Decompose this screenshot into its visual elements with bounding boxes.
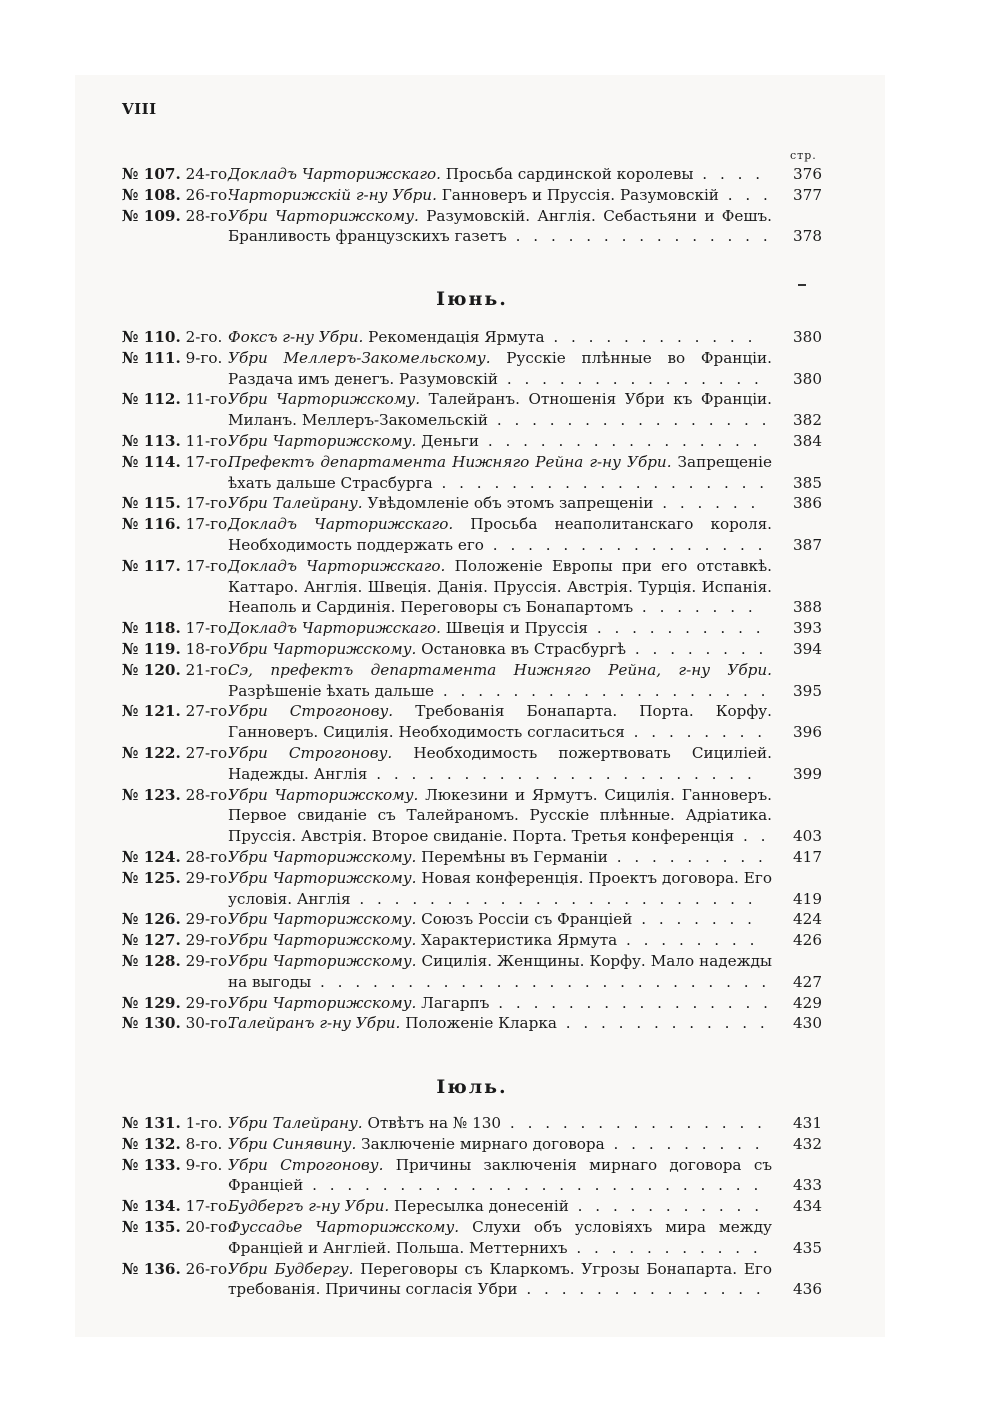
toc-entry: [122, 164, 822, 185]
entry-number: № 128.: [122, 951, 181, 970]
toc-entry: [122, 1155, 822, 1197]
entry-head: [122, 743, 232, 764]
leader-dots: . . . . . . .: [632, 910, 756, 929]
entry-page: 380: [793, 369, 822, 388]
entry-subject: Слухи объ условіяхъ мира между Франціей и Англіей. Польша. Меттернихъ: [228, 1217, 772, 1257]
entry-subject: Увѣдомленіе объ этомъ запрещеніи: [362, 494, 654, 513]
entry-subject: Положеніе Кларка: [400, 1014, 557, 1033]
entry-head: [122, 847, 232, 868]
entry-number: № 131.: [122, 1114, 181, 1132]
entry-head: [122, 493, 232, 514]
toc-entry: [122, 1134, 822, 1155]
entry-subject: Разумовскій. Англія. Себастьяни и Фешъ. Бранливость французскихъ газетъ: [228, 206, 773, 246]
entry-head: [122, 1155, 222, 1176]
entry-head: [122, 909, 232, 930]
entry-description: [228, 1259, 772, 1301]
entry-number: № 132.: [122, 1134, 181, 1153]
toc-entry: [122, 389, 822, 431]
section-june: [122, 327, 822, 1034]
entry-number: № 109.: [122, 206, 181, 225]
entry-description: [228, 556, 772, 618]
entry-subject: Запрещеніе ѣхать дальше Страсбурга: [228, 452, 772, 492]
entry-date: 26-го.: [185, 185, 233, 204]
section-july: [122, 1113, 822, 1300]
entry-description: [228, 701, 772, 743]
entry-page: 378: [793, 227, 822, 246]
entry-date: 28-го.: [185, 785, 233, 804]
entry-correspondent: Убри Синявину.: [228, 1134, 357, 1153]
entry-subject: Переговоры съ Кларкомъ. Угрозы Бонапарта. Его требованія. Причины согласія Убри: [228, 1259, 773, 1299]
leader-dots: . . . . . . . . . . . . . . . . . . .: [432, 473, 769, 492]
entry-subject: Просьба неаполитанскаго короля. Необходимость поддержать его: [228, 515, 773, 554]
margin-mark: [798, 284, 806, 286]
entry-description: [228, 185, 772, 206]
entry-date: 9-го.: [185, 348, 223, 367]
entry-head: [122, 1217, 232, 1238]
entry-number: № 120.: [122, 660, 181, 679]
entry-page: 376: [793, 165, 822, 183]
entry-correspondent: Убри Чарторижскому.: [228, 431, 417, 450]
entry-page: 386: [793, 494, 822, 513]
entry-correspondent: Убри Меллеръ-Закомельскому.: [228, 348, 491, 367]
entry-number: № 129.: [122, 993, 181, 1012]
entry-correspondent: Докладъ Чарторижскаго.: [228, 165, 441, 183]
entry-page: 394: [793, 639, 822, 658]
entry-description: [228, 1113, 772, 1134]
entry-description: [228, 431, 772, 452]
entry-head: [122, 639, 232, 660]
entry-correspondent: Убри Чарторижскому.: [228, 868, 417, 887]
entry-date: 29-го.: [185, 993, 233, 1012]
entry-description: [228, 660, 772, 702]
entry-correspondent: Убри Чарторижскому.: [228, 785, 419, 804]
entry-page: 387: [793, 535, 822, 554]
entry-description: [228, 743, 772, 785]
entry-subject: Причины заключенія мирнаго договора съ Франціей: [228, 1155, 772, 1195]
toc-entry: [122, 639, 822, 660]
entry-date: 30-го.: [185, 1014, 233, 1033]
entry-page: 388: [793, 598, 822, 617]
entry-subject: Необходимость пожертвовать Сициліей. Надежды. Англія: [228, 743, 772, 783]
entry-number: № 115.: [122, 494, 181, 513]
entry-head: [122, 785, 232, 806]
entry-date: 11-го.: [185, 431, 233, 450]
entry-number: № 121.: [122, 702, 181, 721]
toc-entry: [122, 618, 822, 639]
entry-number: № 117.: [122, 556, 181, 575]
entry-number: № 112.: [122, 390, 181, 409]
entry-date: 26-го.: [185, 1259, 233, 1278]
toc-entry: [122, 868, 822, 910]
toc-entry: [122, 1259, 822, 1301]
entry-head: [122, 556, 232, 577]
entry-page: 382: [793, 411, 822, 430]
entry-subject: Лагарпъ: [416, 993, 490, 1012]
entry-number: № 119.: [122, 639, 181, 658]
entry-date: 8-го.: [185, 1134, 223, 1153]
entry-number: № 118.: [122, 619, 181, 638]
leader-dots: . . . . . . . . . . . . . . . . . . . . . . .: [350, 889, 757, 908]
entry-head: [122, 993, 232, 1014]
entry-head: [122, 618, 232, 639]
entry-date: 17-го.: [185, 494, 233, 513]
toc-entry: [122, 1113, 822, 1134]
entry-date: 17-го.: [185, 619, 233, 638]
entry-description: [228, 164, 772, 185]
leader-dots: . . . . . . . . . . . . . .: [517, 1280, 765, 1299]
toc-entry: [122, 206, 822, 248]
leader-dots: . . . . . . . .: [624, 723, 767, 742]
entry-page: 432: [793, 1134, 822, 1153]
entry-correspondent: Докладъ Чарторижскаго.: [228, 515, 454, 534]
leader-dots: . . . .: [693, 165, 765, 183]
entry-correspondent: Убри Чарторижскому.: [228, 931, 417, 950]
leader-dots: . . . . . . . . .: [604, 1134, 764, 1153]
leader-dots: . . . . . . . . . . . . . . . . . . . . . . . . . .: [303, 1176, 763, 1195]
leader-dots: . . . . . . . . . . . . . . .: [498, 369, 763, 388]
entry-date: 17-го.: [185, 452, 233, 471]
toc-entry: [122, 847, 822, 868]
entry-page: 427: [793, 972, 822, 991]
entry-subject: Талейранъ. Отношенія Убри къ Франціи. Миланъ. Меллеръ-Закомельскій: [228, 390, 772, 430]
toc-entry: [122, 431, 822, 452]
entry-correspondent: Убри Чарторижскому.: [228, 847, 417, 866]
toc-entry: [122, 556, 822, 618]
entry-head: [122, 185, 232, 206]
entry-head: [122, 868, 232, 889]
entry-page: 433: [793, 1176, 822, 1195]
entry-correspondent: Убри Чарторижскому.: [228, 390, 421, 409]
entry-correspondent: Убри Чарторижскому.: [228, 206, 419, 225]
toc-entry: [122, 951, 822, 993]
entry-date: 11-го.: [185, 390, 233, 409]
entry-description: [228, 514, 772, 556]
entry-number: № 136.: [122, 1259, 181, 1278]
entry-page: 385: [793, 473, 822, 492]
entry-description: [228, 785, 772, 847]
entry-number: № 111.: [122, 348, 181, 367]
toc-entry: [122, 701, 822, 743]
entry-subject: Заключеніе мирнаго договора: [356, 1134, 605, 1153]
entry-description: [228, 868, 772, 910]
entry-correspondent: Убри Чарторижскому.: [228, 910, 417, 929]
entry-page: 384: [793, 431, 822, 450]
leader-dots: . . . . . . . . .: [607, 847, 767, 866]
leader-dots: . . . . . . . .: [617, 931, 759, 950]
entry-correspondent: Докладъ Чарторижскаго.: [228, 619, 441, 638]
entry-head: [122, 1113, 222, 1134]
entry-correspondent: Убри Талейрану.: [228, 1114, 363, 1132]
toc-entry: [122, 1217, 822, 1259]
entry-correspondent: Убри Чарторижскому.: [228, 951, 417, 970]
leader-dots: . . . . . . . . . . .: [568, 1197, 764, 1216]
page-number: VIII: [122, 100, 157, 118]
entry-page: 426: [793, 931, 822, 950]
entry-page: 380: [793, 328, 822, 346]
leader-dots: . . . . . . . . . . . . . . .: [501, 1114, 766, 1132]
entry-description: [228, 1134, 772, 1155]
entry-description: [228, 909, 772, 930]
entry-date: 17-го.: [185, 515, 233, 534]
entry-number: № 127.: [122, 931, 181, 950]
entry-date: 17-го.: [185, 556, 233, 575]
entry-subject: Требованія Бонапарта. Порта. Корфу. Ганноверъ. Сицилія. Необходимость согласиться: [228, 702, 772, 742]
entry-description: [228, 493, 772, 514]
leader-dots: . . . . . . . . . . . . . . . .: [489, 993, 772, 1012]
entry-head: [122, 206, 232, 227]
entry-page: 436: [793, 1280, 822, 1299]
entry-number: № 107.: [122, 165, 181, 183]
entry-date: 1-го.: [185, 1114, 223, 1132]
toc-entry: [122, 348, 822, 390]
entry-head: [122, 431, 232, 452]
entry-correspondent: Фуссадье Чарторижскому.: [228, 1217, 460, 1236]
entry-correspondent: Убри Талейрану.: [228, 494, 363, 513]
entry-subject: Новая конференція. Проектъ договора. Его условія. Англія: [228, 868, 772, 908]
entry-page: 435: [793, 1238, 822, 1257]
leader-dots: . . . . . . . . . . . . . . . .: [483, 535, 767, 554]
entry-date: 18-го.: [185, 639, 233, 658]
entry-description: [228, 951, 772, 993]
leader-dots: . . . . . . . . . . . . . . . . . . .: [434, 681, 770, 700]
entry-page: 377: [793, 185, 822, 204]
toc-entry: [122, 185, 822, 206]
entry-date: 17-го.: [185, 1197, 233, 1216]
toc-entry: [122, 1196, 822, 1217]
entry-date: 9-го.: [185, 1155, 223, 1174]
toc-entry: [122, 660, 822, 702]
leader-dots: . . . . . . . . . . . . . . . .: [488, 411, 771, 430]
entry-page: 429: [793, 993, 822, 1012]
entry-description: [228, 348, 772, 390]
toc-entry: [122, 493, 822, 514]
entry-subject: Перемѣны въ Германіи: [416, 847, 608, 866]
entry-page: 399: [793, 764, 822, 783]
entry-page: 434: [793, 1197, 822, 1216]
entry-page: 395: [793, 681, 822, 700]
entry-head: [122, 1013, 232, 1034]
entry-head: [122, 514, 232, 535]
entry-correspondent: Префектъ департамента Нижняго Рейна г-ну Убри.: [228, 452, 672, 471]
toc-entry: [122, 930, 822, 951]
entry-number: № 123.: [122, 785, 181, 804]
entry-subject: Положеніе Европы при его отставкѣ. Каттаро. Англія. Швеція. Данія. Пруссія. Австрія. Турція. Испанія. Неаполь и Сардинія. Переговоры съ Бонапартомъ: [228, 556, 772, 617]
entry-date: 29-го.: [185, 868, 233, 887]
entry-subject: Союзъ Россіи съ Франціей: [416, 910, 633, 929]
entry-subject: Просьба сардинской королевы: [440, 165, 694, 183]
entry-number: № 130.: [122, 1014, 181, 1033]
leader-dots: . . . . . .: [653, 494, 760, 513]
leader-dots: . . . . . . . . . . . .: [556, 1014, 769, 1033]
entry-page: 419: [793, 889, 822, 908]
entry-description: [228, 930, 772, 951]
toc-entry: [122, 452, 822, 494]
entry-page: 403: [793, 827, 822, 846]
leader-dots: . .: [734, 827, 770, 846]
entry-head: [122, 1259, 232, 1280]
entry-description: [228, 993, 772, 1014]
entry-correspondent: Убри Строгонову.: [228, 702, 394, 721]
entry-correspondent: Убри Чарторижскому.: [228, 993, 417, 1012]
entry-subject: Отвѣтъ на № 130: [362, 1114, 502, 1132]
entry-number: № 114.: [122, 452, 181, 471]
entry-page: 430: [793, 1014, 822, 1033]
leader-dots: . . . . . . . . . . . .: [544, 328, 757, 346]
entry-subject: Рекомендація Ярмута: [363, 328, 545, 346]
entry-date: 29-го.: [185, 910, 233, 929]
entry-description: [228, 1217, 772, 1259]
toc-entry: [122, 993, 822, 1014]
entry-number: № 135.: [122, 1217, 181, 1236]
entry-subject: Пересылка донесеній: [389, 1197, 569, 1216]
section-heading-june: Іюнь.: [436, 288, 508, 310]
entry-correspondent: Докладъ Чарторижскаго.: [228, 556, 446, 575]
entry-date: 2-го.: [185, 328, 223, 346]
entry-head: [122, 951, 232, 972]
entry-subject: Характеристика Ярмута: [416, 931, 618, 950]
entry-description: [228, 847, 772, 868]
toc-entry: [122, 785, 822, 847]
entry-page: 417: [793, 847, 822, 866]
entry-correspondent: Убри Строгонову.: [228, 743, 393, 762]
entry-number: № 124.: [122, 847, 181, 866]
entry-date: 24-го.: [185, 165, 233, 183]
leader-dots: . . . . . . . . . . . . . . . .: [479, 431, 762, 450]
entry-subject: Ганноверъ и Пруссія. Разумовскій: [436, 185, 719, 204]
leader-dots: . . . . . . . . . . . . . . . . . . . . . .: [367, 764, 756, 783]
entry-number: № 122.: [122, 743, 181, 762]
entry-number: № 133.: [122, 1155, 181, 1174]
leader-dots: . . . . . . . . . . .: [567, 1238, 762, 1257]
entry-date: 27-го.: [185, 702, 233, 721]
leader-dots: . . . . . . . . . . . . . . . . . . . . . . . . . .: [311, 972, 771, 991]
entry-number: № 126.: [122, 910, 181, 929]
leader-dots: . . . . . . . . . . . . . . .: [506, 227, 772, 246]
entry-correspondent: Фоксъ г-ну Убри.: [228, 328, 364, 346]
entry-correspondent: Убри Будбергу.: [228, 1259, 354, 1278]
toc-entry: [122, 327, 822, 348]
entry-subject: Сицилія. Женщины. Корфу. Мало надежды на выгоды: [228, 951, 773, 991]
toc-entry: [122, 743, 822, 785]
entry-date: 28-го.: [185, 847, 233, 866]
entry-description: [228, 1013, 772, 1034]
entry-head: [122, 452, 232, 473]
entry-number: № 110.: [122, 328, 181, 346]
toc-entry: [122, 909, 822, 930]
leader-dots: . . . . . . .: [633, 598, 757, 617]
entry-subject: Швеція и Пруссія: [440, 619, 589, 638]
entry-subject: Остановка въ Страсбургѣ: [416, 639, 627, 658]
entry-subject: Разрѣшеніе ѣхать дальше: [228, 681, 435, 700]
entry-page: 396: [793, 723, 822, 742]
entry-description: [228, 1196, 772, 1217]
entry-number: № 113.: [122, 431, 181, 450]
entry-subject: Люкезини и Ярмутъ. Сицилія. Ганноверъ. Первое свиданіе съ Талейраномъ. Русскіе плѣнные. Адріатика. Пруссія. Австрія. Второе свиданіе. Порта. Третья конференція: [228, 785, 772, 846]
entry-number: № 108.: [122, 185, 181, 204]
entry-head: [122, 1196, 232, 1217]
entry-head: [122, 389, 232, 410]
entry-correspondent: Чарторижскій г-ну Убри.: [228, 185, 437, 204]
entry-correspondent: Будбергъ г-ну Убри.: [228, 1197, 390, 1216]
entry-page: 424: [793, 910, 822, 929]
leader-dots: . . .: [718, 185, 772, 204]
entry-head: [122, 660, 232, 681]
entry-head: [122, 164, 232, 185]
section-may-continuation: [122, 164, 822, 247]
entry-subject: Деньги: [416, 431, 479, 450]
entry-date: 27-го.: [185, 743, 233, 762]
entry-correspondent: Убри Строгонову.: [228, 1155, 384, 1174]
entry-correspondent: Убри Чарторижскому.: [228, 639, 417, 658]
entry-description: [228, 1155, 772, 1197]
entry-head: [122, 930, 232, 951]
entry-head: [122, 1134, 222, 1155]
entry-date: 21-го.: [185, 660, 233, 679]
entry-head: [122, 701, 232, 722]
entry-page: 431: [793, 1114, 822, 1132]
page-column-label: стр.: [790, 149, 817, 162]
entry-date: 28-го.: [185, 206, 233, 225]
entry-description: [228, 452, 772, 494]
entry-description: [228, 327, 772, 348]
entry-description: [228, 206, 772, 248]
entry-description: [228, 618, 772, 639]
leader-dots: . . . . . . . .: [626, 639, 768, 658]
toc-entry: [122, 514, 822, 556]
entry-head: [122, 327, 222, 348]
section-heading-july: Іюль.: [436, 1076, 508, 1098]
entry-description: [228, 639, 772, 660]
entry-number: № 134.: [122, 1197, 181, 1216]
entry-head: [122, 348, 222, 369]
entry-description: [228, 389, 772, 431]
entry-correspondent: Сэ, префектъ департамента Нижняго Рейна, г-ну Убри.: [228, 660, 772, 679]
toc-entry: [122, 1013, 822, 1034]
entry-correspondent: Талейранъ г-ну Убри.: [228, 1014, 401, 1033]
entry-date: 29-го.: [185, 931, 233, 950]
leader-dots: . . . . . . . . . .: [588, 619, 765, 638]
entry-number: № 125.: [122, 868, 181, 887]
entry-date: 29-го.: [185, 951, 233, 970]
entry-number: № 116.: [122, 515, 181, 534]
entry-subject: Русскіе плѣнные во Франціи. Раздача имъ денегъ. Разумовскій: [228, 348, 772, 388]
entry-date: 20-го.: [185, 1217, 233, 1236]
entry-page: 393: [793, 619, 822, 638]
